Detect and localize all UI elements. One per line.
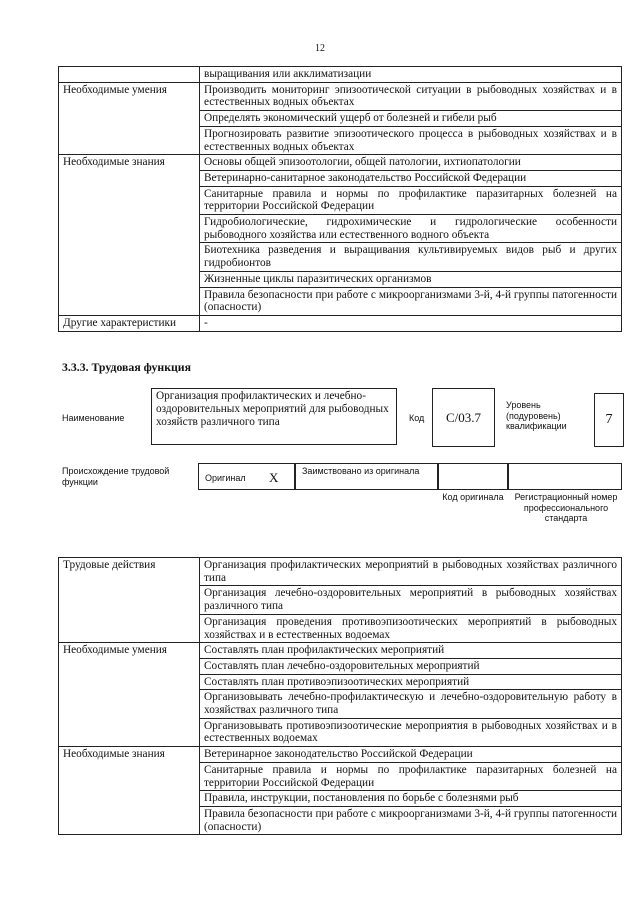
code-label: Код (409, 413, 425, 423)
row-value: Определять экономический ущерб от болезней и гибели рыб (200, 111, 622, 127)
table-row (59, 747, 622, 763)
row-value: Организация лечебно-оздоровительных мероприятий в рыбоводных хозяйствах различного типа (200, 586, 622, 614)
row-value: выращивания или акклиматизации (200, 67, 622, 83)
row-value: Биотехника разведения и выращивания культивируемых видов рыб и других гидробионтов (200, 243, 622, 271)
row-value: Гидробиологические, гидрохимические и гидрологические особенности рыбоводного хозяйства или естественного водного объекта (200, 215, 622, 243)
origin-label: Происхождение трудовой функции (62, 466, 170, 487)
table-row (59, 67, 622, 83)
table-row (59, 155, 622, 171)
row-value: Прогнозировать развитие эпизоотического процесса в рыбоводных хозяйствах и в естественных водных объектах (200, 126, 622, 154)
table-row (59, 315, 622, 331)
name-label: Наименование (62, 413, 125, 423)
original-mark: X (269, 470, 279, 485)
row-value: Составлять план лечебно-оздоровительных мероприятий (200, 658, 622, 674)
table-row (59, 643, 622, 659)
row-value: Правила, инструкции, постановления по борьбе с болезнями рыб (200, 791, 622, 807)
row-label: Необходимые умения (59, 643, 200, 747)
row-label: Необходимые знания (59, 747, 200, 835)
row-value: Ветеринарно-санитарное законодательство Российской Федерации (200, 170, 622, 186)
row-label: Необходимые знания (59, 155, 200, 316)
borrowed-cell (295, 463, 438, 490)
section-heading: 3.3.3. Трудовая функция (62, 360, 191, 374)
level-label: Уровень (подуровень) квалификации (506, 400, 567, 431)
row-value: Жизненные циклы паразитических организмов (200, 271, 622, 287)
row-value: Санитарные правила и нормы по профилактике паразитарных болезней на территории Российской Федерации (200, 762, 622, 790)
page-number: 12 (315, 43, 325, 54)
row-value: Санитарные правила и нормы по профилактике паразитарных болезней на территории Российской Федерации (200, 186, 622, 214)
row-value: Правила безопасности при работе с микроорганизмами 3-й, 4-й группы патогенности (опасности) (200, 287, 622, 315)
row-value: Основы общей эпизоотологии, общей патологии, ихтиопатологии (200, 155, 622, 171)
borrowed-label: Заимствовано из оригинала (302, 466, 420, 476)
row-value: Организовывать лечебно-профилактическую и лечебно-оздоровительную работу в хозяйствах различного типа (200, 690, 622, 718)
table-row (59, 558, 622, 586)
row-value: Производить мониторинг эпизоотической ситуации в рыбоводных хозяйствах и в естественных водных объектах (200, 82, 622, 110)
requirements-table-continued (58, 66, 622, 332)
level-value: 7 (605, 412, 613, 427)
code-value: C/03.7 (445, 409, 482, 425)
function-name-box (151, 388, 397, 445)
row-value: Ветеринарное законодательство Российской Федерации (200, 747, 622, 763)
reg-number-cell (508, 463, 622, 490)
row-value: Организация проведения противоэпизоотических мероприятий в рыбоводных хозяйствах и в естественных водоемах (200, 614, 622, 642)
row-label (59, 67, 200, 83)
row-value: Составлять план профилактических мероприятий (200, 643, 622, 659)
function-name-value: Организация профилактических и лечебно-оздоровительных мероприятий для рыбоводных хозяйств различного типа (156, 390, 389, 428)
row-value: Организация профилактических мероприятий в рыбоводных хозяйствах различного типа (200, 558, 622, 586)
row-value: Составлять план противоэпизоотических мероприятий (200, 674, 622, 690)
row-value: - (200, 315, 622, 331)
row-value: Правила безопасности при работе с микроорганизмами 3-й, 4-й группы патогенности (опасности) (200, 806, 622, 834)
reg-number-label: Регистрационный номер профессионального стандарта (514, 492, 618, 523)
code-original-cell (438, 463, 508, 490)
row-value: Организовывать противоэпизоотические мероприятия в рыбоводных хозяйствах и в естественных водоемах (200, 718, 622, 746)
function-requirements-table (58, 557, 622, 835)
row-label: Другие характеристики (59, 315, 200, 331)
row-label: Трудовые действия (59, 558, 200, 643)
row-label: Необходимые умения (59, 82, 200, 155)
original-cell (198, 463, 295, 490)
level-box (594, 393, 624, 447)
original-label: Оригинал (205, 473, 246, 483)
code-box (432, 388, 495, 447)
code-original-label: Код оригинала (442, 492, 504, 502)
table-row (59, 82, 622, 110)
